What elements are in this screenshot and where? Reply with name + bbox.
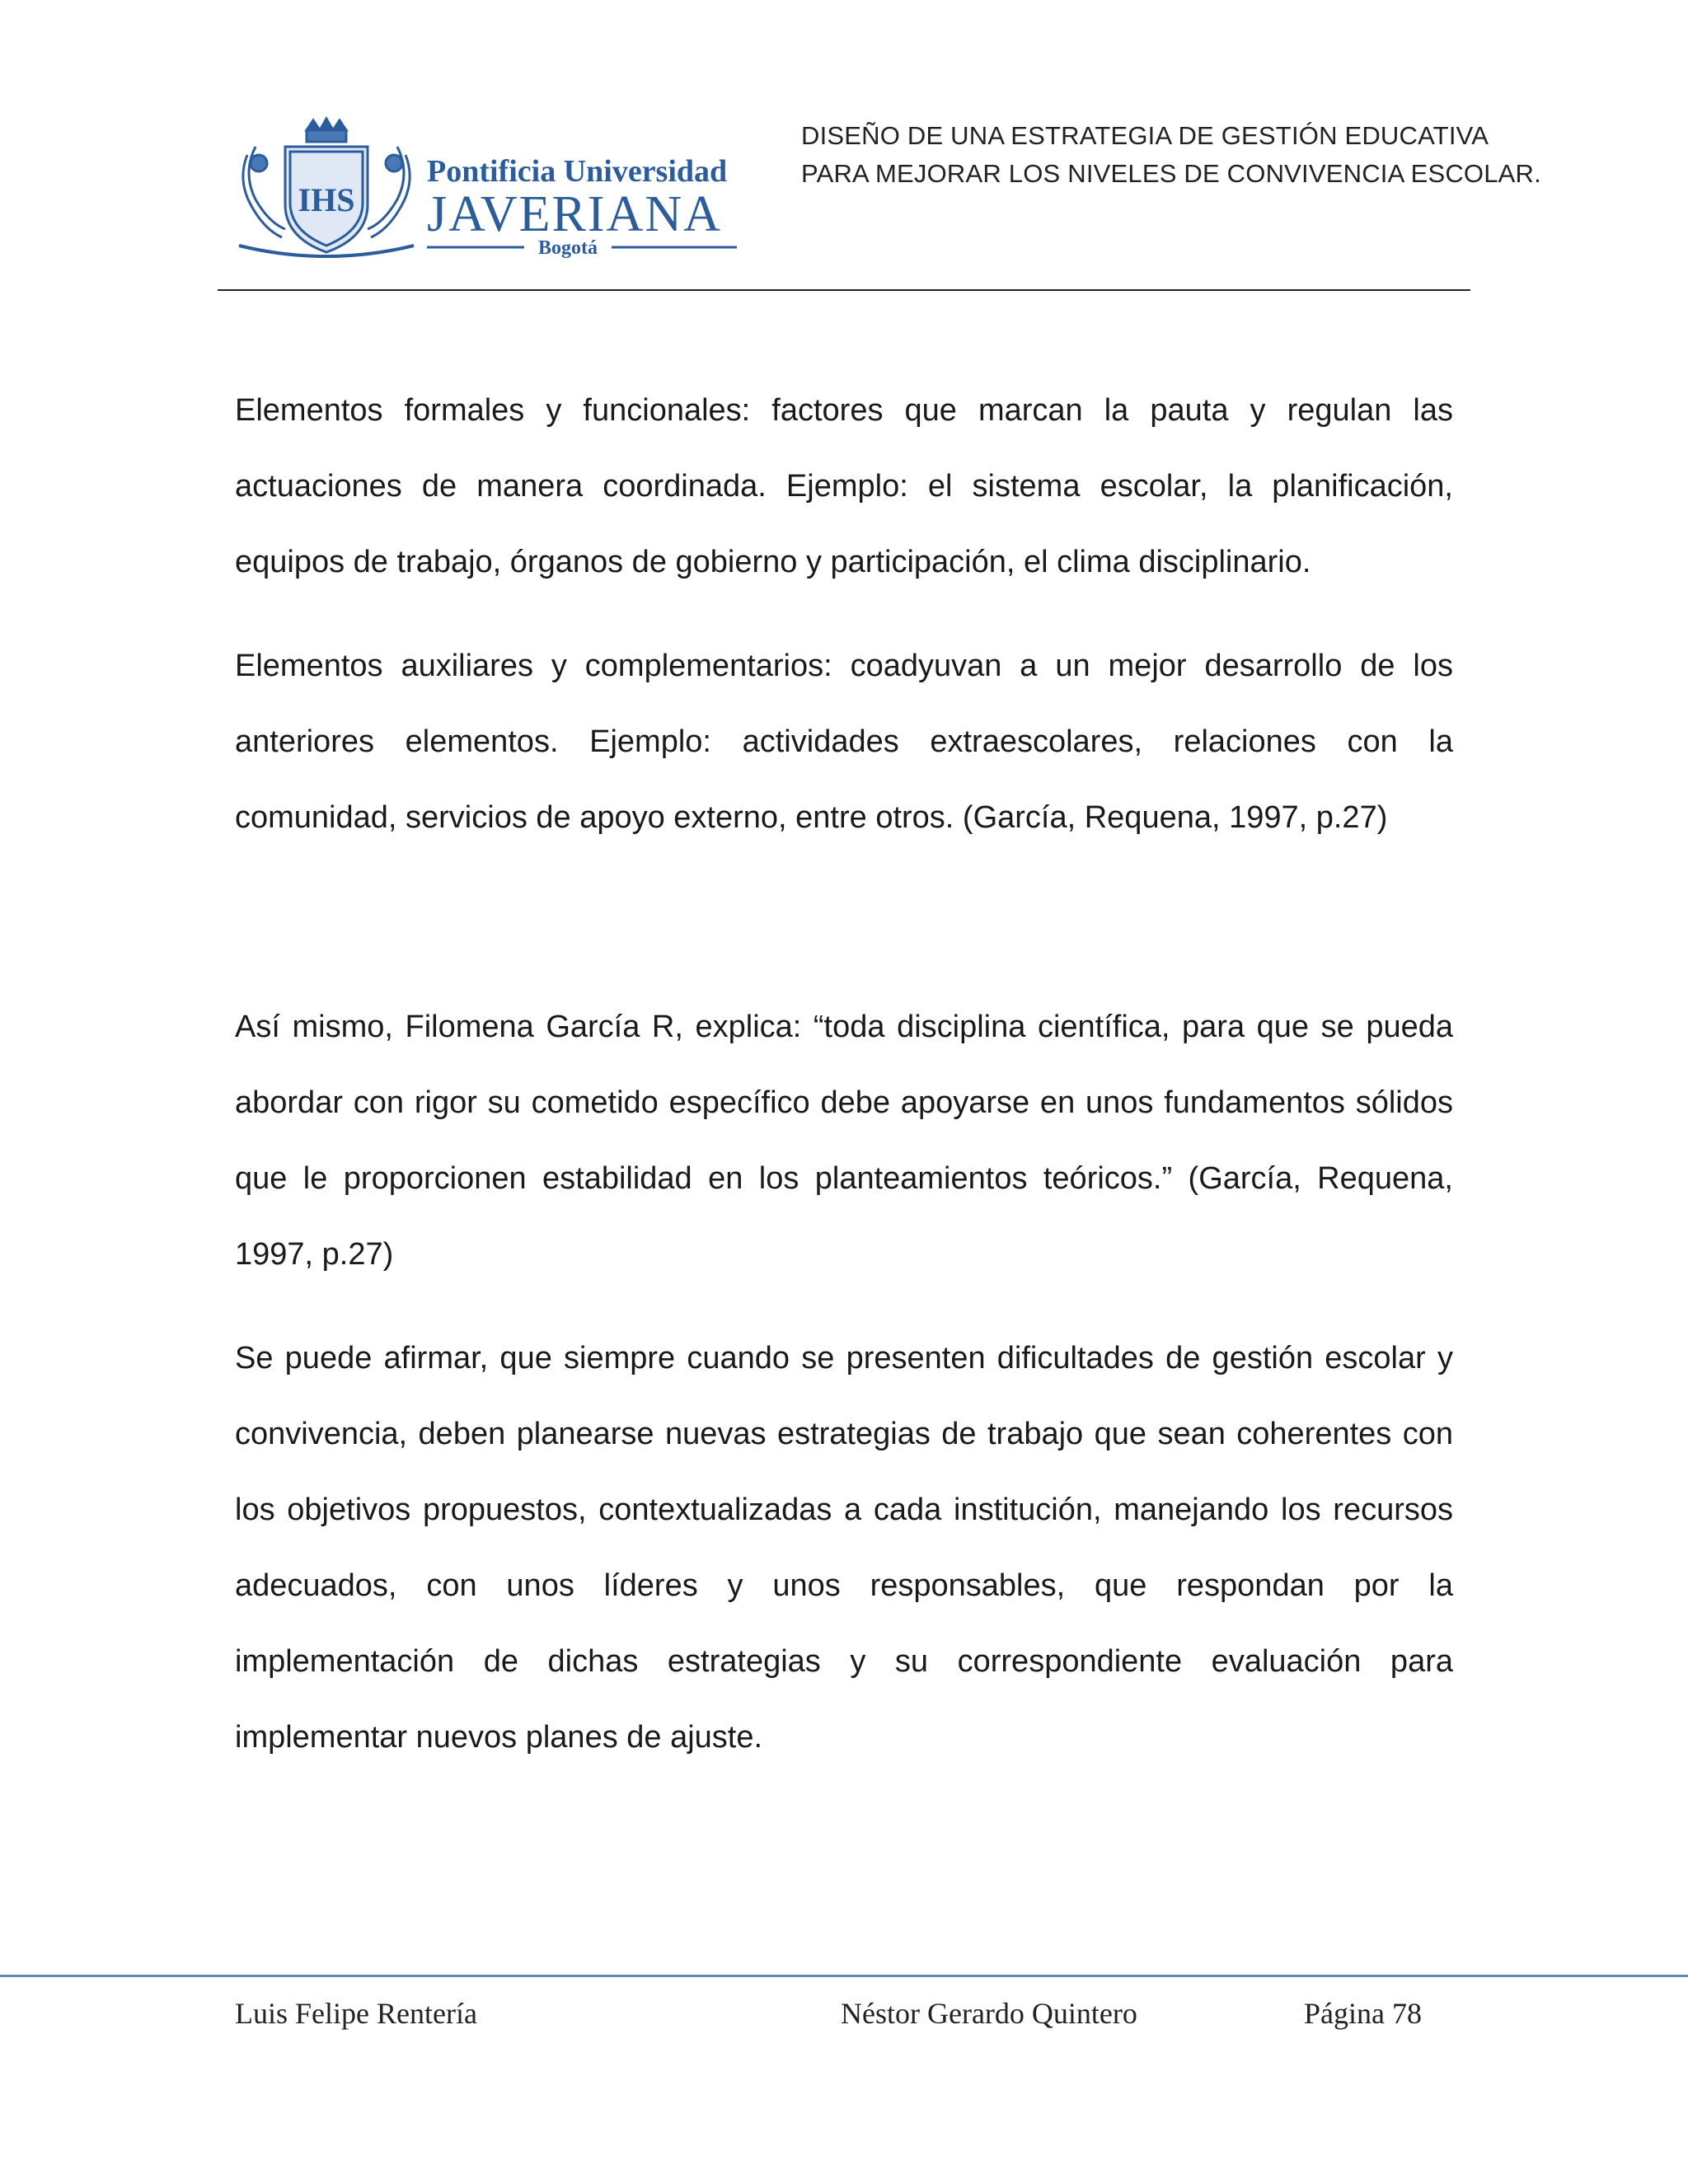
logo-line3: Bogotá	[538, 237, 598, 259]
logo-line1: Pontificia Universidad	[427, 154, 728, 189]
paragraph-conclusion: Se puede afirmar, que siempre cuando se presenten dificultades de gestión escolar y convivencia, deben planearse nuevas estrategias de trabajo que sean coherentes con los objetivos propuestos, contextualizadas a cada institución, manejando los recursos adecuados, con unos líderes y unos responsables, que respondan por la implementación de dichas estrategias y su correspondiente evaluación para implementar nuevos planes de ajuste.	[235, 1341, 1453, 1755]
paragraph-auxiliary-elements: Elementos auxiliares y complementarios: coadyuvan a un mejor desarrollo de los anteriores elementos. Ejemplo: actividades extraescolares, relaciones con la comunidad, servicios de apoyo externo, entre otros. (García, Requena, 1997, p.27)	[235, 649, 1453, 835]
document-title-line1: DISEÑO DE UNA ESTRATEGIA DE GESTIÓN EDUCATIVA	[801, 121, 1489, 150]
footer-divider	[0, 1975, 1688, 1977]
university-logo	[231, 114, 742, 262]
coat-of-arms-icon	[239, 119, 414, 256]
footer-author-2: Néstor Gerardo Quintero	[841, 1997, 1137, 2030]
document-title-line2: PARA MEJORAR LOS NIVELES DE CONVIVENCIA ESCOLAR.	[801, 159, 1541, 188]
paragraph-garcia-quote: Así mismo, Filomena García R, explica: “toda disciplina científica, para que se pueda abordar con rigor su cometido específico debe apoyarse en unos fundamentos sólidos que le proporcionen estabilidad en los planteamientos teóricos.” (García, Requena, 1997, p.27)	[235, 1010, 1453, 1272]
footer-author-1: Luis Felipe Rentería	[235, 1997, 477, 2030]
header-divider	[218, 289, 1470, 291]
svg-text:IHS: IHS	[298, 181, 355, 218]
paragraph-formal-elements: Elementos formales y funcionales: factores que marcan la pauta y regulan las actuaciones de manera coordinada. Ejemplo: el sistema escolar, la planificación, equipos de trabajo, órganos de gobierno y participación, el clima disciplinario.	[235, 393, 1453, 579]
document-title	[801, 117, 1543, 193]
logo-line2: JAVERIANA	[427, 186, 722, 242]
page-number: Página 78	[1304, 1997, 1422, 2030]
